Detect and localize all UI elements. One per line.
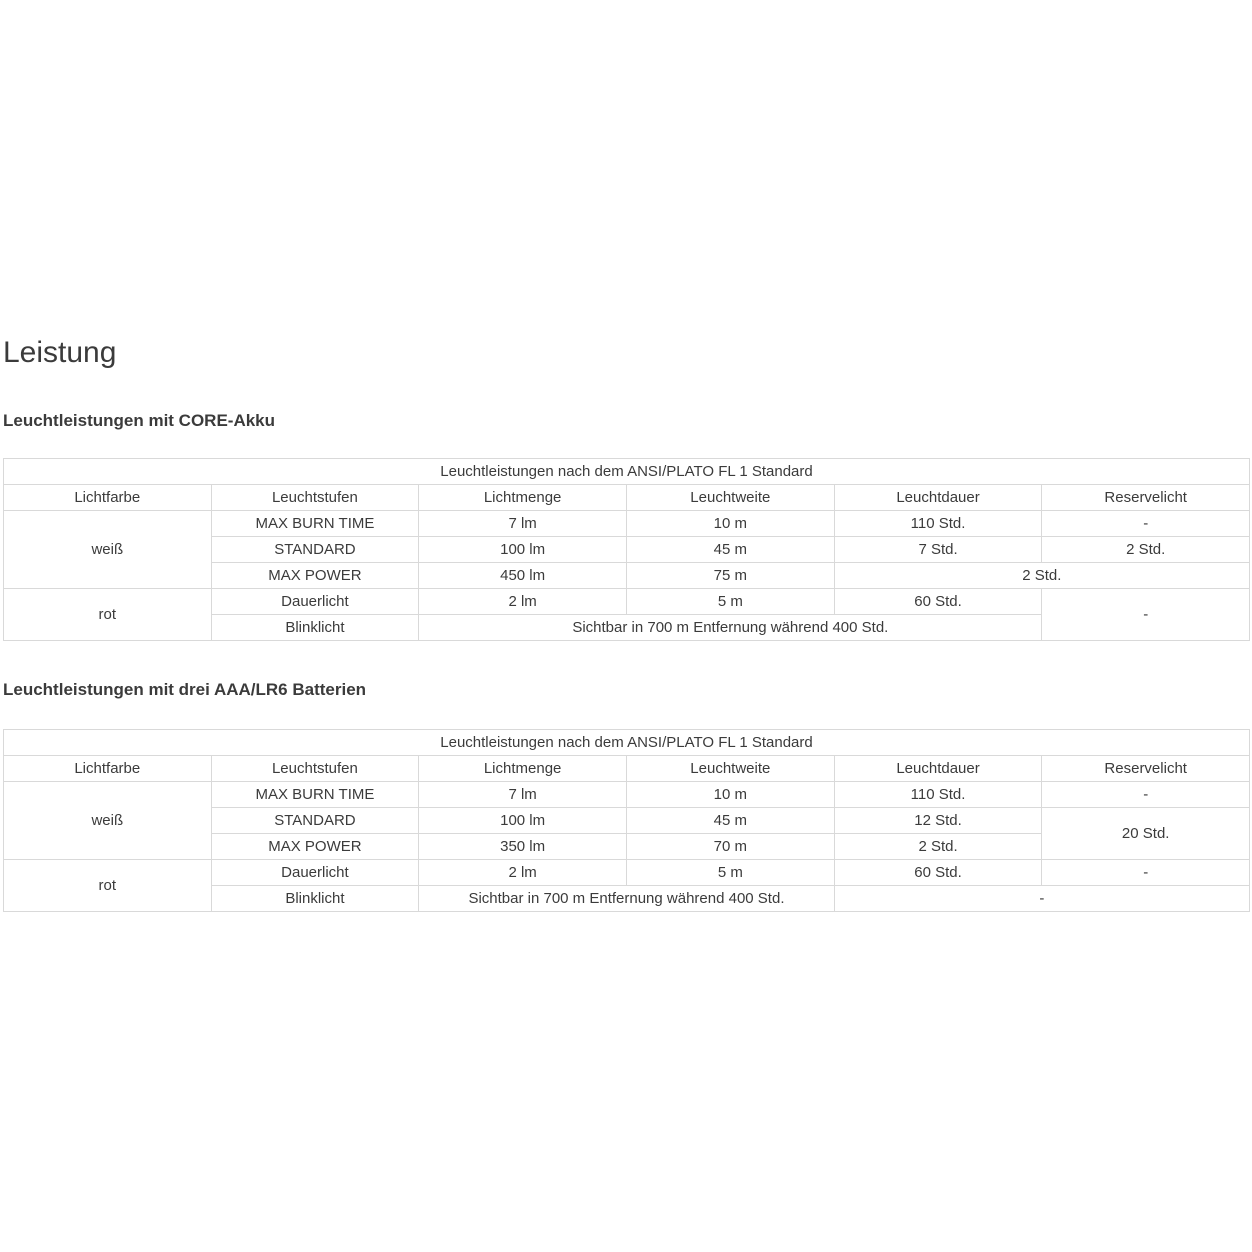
cell-leuchtdauer-reservelicht-merged: 2 Std. bbox=[834, 563, 1249, 589]
cell-leuchtweite: 5 m bbox=[626, 589, 834, 615]
page-title: Leistung bbox=[3, 336, 117, 369]
cell-blinklicht-info: Sichtbar in 700 m Entfernung während 400 Std. bbox=[419, 885, 834, 911]
cell-leuchtweite: 5 m bbox=[626, 859, 834, 885]
cell-lichtmenge: 2 lm bbox=[419, 589, 627, 615]
table-row bbox=[4, 781, 1250, 807]
cell-leuchtweite: 10 m bbox=[626, 511, 834, 537]
cell-leuchtstufe: Dauerlicht bbox=[211, 859, 419, 885]
column-header-leuchtstufen: Leuchtstufen bbox=[211, 485, 419, 511]
column-header-reservelicht: Reservelicht bbox=[1042, 755, 1250, 781]
cell-leuchtdauer: 60 Std. bbox=[834, 859, 1042, 885]
column-header-lichtfarbe: Lichtfarbe bbox=[4, 755, 212, 781]
cell-reservelicht: 2 Std. bbox=[1042, 537, 1250, 563]
cell-reservelicht: - bbox=[1042, 511, 1250, 537]
performance-table-aaa-batterien bbox=[3, 729, 1250, 912]
cell-leuchtdauer: 7 Std. bbox=[834, 537, 1042, 563]
table-caption-row bbox=[4, 459, 1250, 485]
column-header-lichtfarbe: Lichtfarbe bbox=[4, 485, 212, 511]
cell-leuchtdauer-reservelicht-merged: - bbox=[834, 885, 1249, 911]
column-header-leuchtdauer: Leuchtdauer bbox=[834, 485, 1042, 511]
cell-lichtmenge: 7 lm bbox=[419, 781, 627, 807]
cell-leuchtweite: 45 m bbox=[626, 537, 834, 563]
table-header-row bbox=[4, 755, 1250, 781]
cell-leuchtweite: 70 m bbox=[626, 833, 834, 859]
column-header-leuchtweite: Leuchtweite bbox=[626, 485, 834, 511]
section-heading-aaa-batterien: Leuchtleistungen mit drei AAA/LR6 Batterien bbox=[3, 680, 367, 700]
cell-leuchtstufe: MAX POWER bbox=[211, 833, 419, 859]
cell-lichtfarbe-rot: rot bbox=[4, 859, 212, 911]
column-header-lichtmenge: Lichtmenge bbox=[419, 485, 627, 511]
cell-lichtfarbe-weiss: weiß bbox=[4, 511, 212, 589]
cell-lichtmenge: 7 lm bbox=[419, 511, 627, 537]
table-header-row bbox=[4, 485, 1250, 511]
cell-lichtmenge: 450 lm bbox=[419, 563, 627, 589]
cell-leuchtstufe: Blinklicht bbox=[211, 885, 419, 911]
cell-leuchtstufe: MAX BURN TIME bbox=[211, 511, 419, 537]
section-heading-core-akku: Leuchtleistungen mit CORE-Akku bbox=[3, 411, 276, 430]
cell-lichtfarbe-weiss: weiß bbox=[4, 781, 212, 859]
table-row bbox=[4, 589, 1250, 615]
cell-leuchtdauer: 2 Std. bbox=[834, 833, 1042, 859]
cell-reservelicht: - bbox=[1042, 859, 1250, 885]
column-header-leuchtweite: Leuchtweite bbox=[626, 755, 834, 781]
table-caption: Leuchtleistungen nach dem ANSI/PLATO FL 1 Standard bbox=[4, 729, 1250, 755]
column-header-leuchtstufen: Leuchtstufen bbox=[211, 755, 419, 781]
cell-lichtmenge: 350 lm bbox=[419, 833, 627, 859]
cell-lichtfarbe-rot: rot bbox=[4, 589, 212, 641]
cell-leuchtstufe: Blinklicht bbox=[211, 615, 419, 641]
cell-reservelicht-merged: 20 Std. bbox=[1042, 807, 1250, 859]
cell-leuchtdauer: 12 Std. bbox=[834, 807, 1042, 833]
cell-leuchtdauer: 110 Std. bbox=[834, 781, 1042, 807]
cell-reservelicht-merged: - bbox=[1042, 589, 1250, 641]
column-header-leuchtdauer: Leuchtdauer bbox=[834, 755, 1042, 781]
cell-leuchtstufe: STANDARD bbox=[211, 537, 419, 563]
cell-leuchtdauer: 60 Std. bbox=[834, 589, 1042, 615]
performance-table-core-akku bbox=[3, 458, 1250, 641]
table-caption: Leuchtleistungen nach dem ANSI/PLATO FL 1 Standard bbox=[4, 459, 1250, 485]
cell-leuchtstufe: Dauerlicht bbox=[211, 589, 419, 615]
column-header-reservelicht: Reservelicht bbox=[1042, 485, 1250, 511]
cell-leuchtstufe: STANDARD bbox=[211, 807, 419, 833]
table-row bbox=[4, 859, 1250, 885]
table-caption-row bbox=[4, 729, 1250, 755]
cell-leuchtweite: 75 m bbox=[626, 563, 834, 589]
cell-lichtmenge: 100 lm bbox=[419, 807, 627, 833]
cell-leuchtweite: 10 m bbox=[626, 781, 834, 807]
cell-leuchtweite: 45 m bbox=[626, 807, 834, 833]
cell-leuchtstufe: MAX BURN TIME bbox=[211, 781, 419, 807]
column-header-lichtmenge: Lichtmenge bbox=[419, 755, 627, 781]
cell-reservelicht: - bbox=[1042, 781, 1250, 807]
cell-blinklicht-info: Sichtbar in 700 m Entfernung während 400 Std. bbox=[419, 615, 1042, 641]
cell-leuchtstufe: MAX POWER bbox=[211, 563, 419, 589]
cell-leuchtdauer: 110 Std. bbox=[834, 511, 1042, 537]
table-row bbox=[4, 511, 1250, 537]
cell-lichtmenge: 100 lm bbox=[419, 537, 627, 563]
cell-lichtmenge: 2 lm bbox=[419, 859, 627, 885]
